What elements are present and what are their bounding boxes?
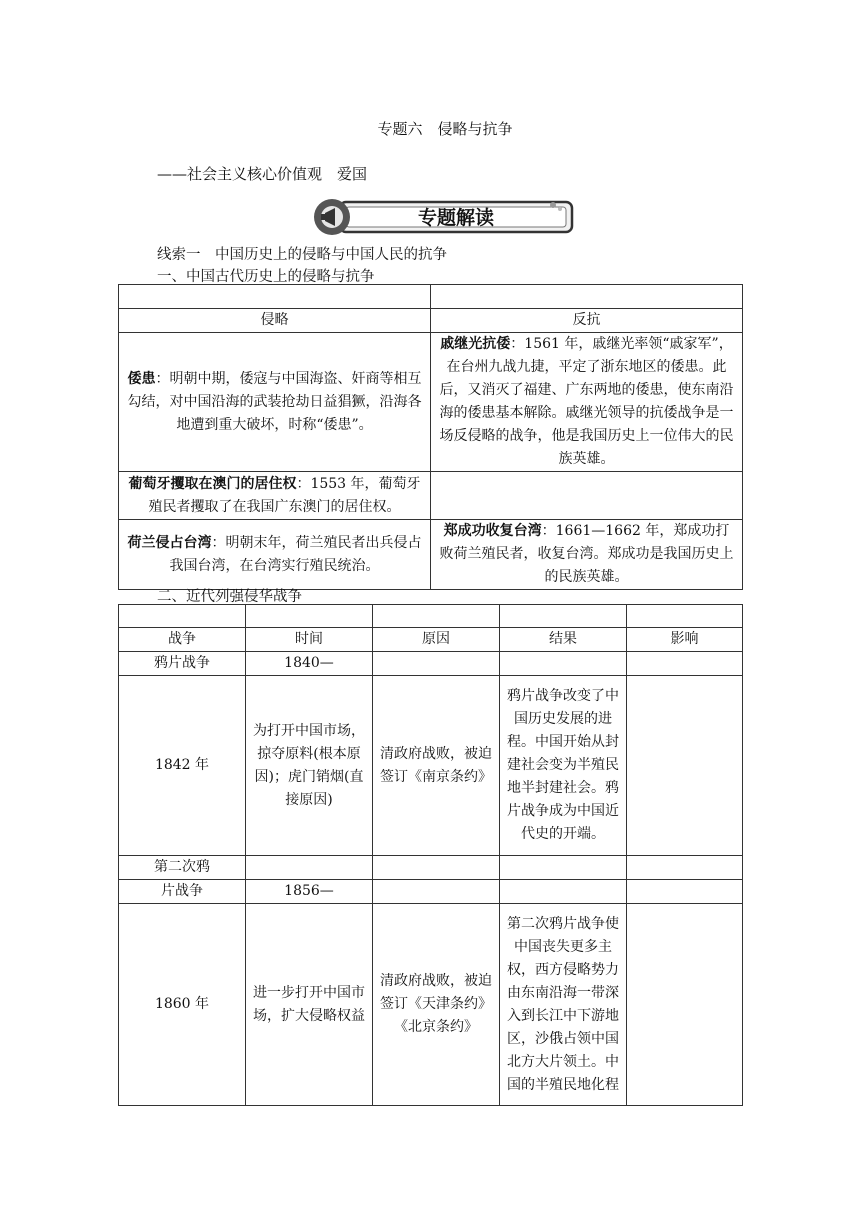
- table-row: [119, 520, 743, 590]
- invasion-text: ：明朝末年，荷兰殖民者出兵侵占我国台湾，在台湾实行殖民统治。: [169, 534, 422, 574]
- war-result: 清政府战败，被迫签订《天津条约》《北京条约》: [373, 904, 500, 1106]
- war-name-line1: 第二次鸦: [119, 856, 246, 880]
- war-name: 鸦片战争: [119, 652, 246, 676]
- war-cause: 进一步打开中国市场，扩大侵略权益: [246, 904, 373, 1106]
- resistance-title: 戚继光抗倭: [440, 336, 511, 352]
- war-impact: 第二次鸦片战争使中国丧失更多主权，西方侵略势力由东南沿海一带深入到长江中下游地区，沙俄占领中国北方大片领土。中国的半殖民地化程: [500, 904, 627, 1106]
- header-cause: 原因: [373, 628, 500, 652]
- header-war: 战争: [119, 628, 246, 652]
- resistance-cell: [431, 520, 743, 590]
- table-row: [119, 472, 743, 520]
- modern-wars-table: [118, 604, 743, 1106]
- section2-heading: 二、近代列强侵华战争: [157, 589, 302, 605]
- table-row: [119, 652, 743, 676]
- page-subtitle: ——社会主义核心价值观 爱国: [157, 165, 368, 183]
- header-invasion: 侵略: [119, 309, 431, 333]
- war-impact: 鸦片战争改变了中国历史发展的进程。中国开始从封建社会变为半殖民地半封建社会。鸦片战争成为中国近代史的开端。: [500, 676, 627, 856]
- war-start: 1840—: [246, 652, 373, 676]
- table-row: [119, 880, 743, 904]
- clue-heading: 线索一 中国历史上的侵略与中国人民的抗争: [157, 247, 447, 263]
- resistance-text: ：1661—1662 年，郑成功打败荷兰殖民者，收复台湾。郑成功是我国历史上的民族英雄。: [439, 523, 734, 585]
- header-result: 结果: [500, 628, 627, 652]
- table-header-row: [119, 628, 743, 652]
- header-time: 时间: [246, 628, 373, 652]
- invasion-cell: [119, 333, 431, 472]
- table-row: [119, 605, 743, 628]
- ancient-invasion-table: [118, 284, 743, 590]
- invasion-title: 荷兰侵占台湾: [127, 534, 212, 551]
- invasion-text: ：明朝中期，倭寇与中国海盗、奸商等相互勾结，对中国沿海的武装抢劫日益猖獗，沿海各地遭到重大破坏，时称“倭患”。: [127, 370, 422, 433]
- invasion-cell: [119, 472, 431, 520]
- war-start: 1856—: [246, 880, 373, 904]
- section1-heading: 一、中国古代历史上的侵略与抗争: [157, 269, 375, 285]
- war-name-line2: 片战争: [119, 880, 246, 904]
- table-header-row: [119, 309, 743, 333]
- resistance-cell: [431, 472, 743, 520]
- invasion-cell: [119, 520, 431, 590]
- table-row: [119, 676, 743, 856]
- table-row: [119, 856, 743, 880]
- invasion-text: ：1553 年，葡萄牙殖民者攫取了在我国广东澳门的居住权。: [148, 475, 421, 515]
- table-row: [119, 285, 743, 309]
- header-impact: 影响: [627, 628, 743, 652]
- invasion-title: 葡萄牙攫取在澳门的居住权: [128, 475, 297, 492]
- page-title: 专题六 侵略与抗争: [377, 120, 513, 138]
- war-cause: 为打开中国市场，掠夺原料(根本原因)；虎门销烟(直接原因): [246, 676, 373, 856]
- table-row: [119, 904, 743, 1106]
- header-resistance: 反抗: [431, 309, 743, 333]
- topic-banner: [310, 196, 578, 238]
- war-result: 清政府战败，被迫签订《南京条约》: [373, 676, 500, 856]
- invasion-title: 倭患: [127, 370, 156, 387]
- war-end: 1842 年: [119, 676, 246, 856]
- resistance-text: ：1561 年，戚继光率领“戚家军”，在台州九战九捷，平定了浙东地区的倭患。此后，又消灭了福建、广东两地的倭患，使东南沿海的倭患基本解除。戚继光领导的抗倭战争是一场反侵略的战争，他是我国历史上一位伟大的民族英雄。: [439, 336, 734, 467]
- resistance-cell: [431, 333, 743, 472]
- table-row: [119, 333, 743, 472]
- war-end: 1860 年: [119, 904, 246, 1106]
- resistance-title: 郑成功收复台湾: [443, 523, 542, 539]
- banner-label: 专题解读: [417, 207, 495, 229]
